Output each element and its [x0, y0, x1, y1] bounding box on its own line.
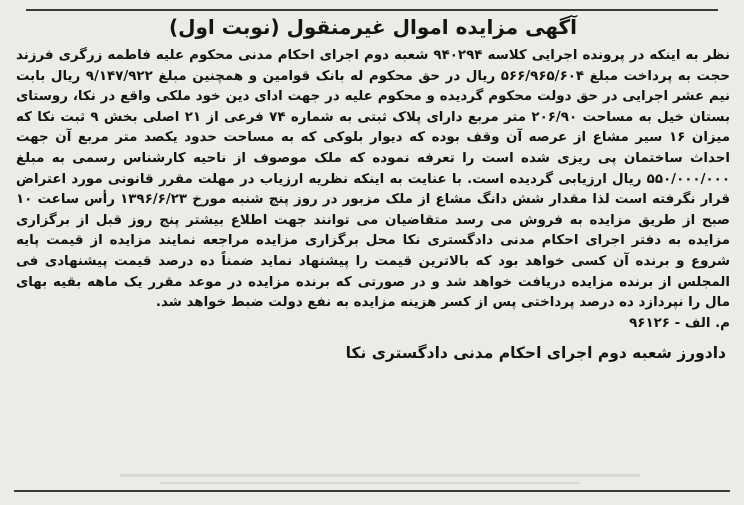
bottom-divider: [14, 490, 730, 492]
top-divider: [26, 9, 718, 11]
auction-notice: [16, 12, 730, 366]
notice-signature: دادورز شعبه دوم اجرای احکام مدنی دادگستری نکا: [345, 343, 726, 362]
notice-reference: م. الف - ۹۶۱۲۶: [629, 315, 730, 331]
bleed-through-texture: [120, 468, 640, 490]
notice-title: آگهی مزایده اموال غیرمنقول (نوبت اول): [168, 15, 578, 39]
notice-body: نظر به اینکه در پرونده اجرایی کلاسه ۹۴۰۲۹۴ شعبه دوم اجرای احکام مدنی محکوم علیه فاطمه زرگری فرزند حجت به پرداخت مبلغ ۵۶۶/۹۶۵/۶۰۴ ریال در حق محکوم له بانک قوامین و همچنین مبلغ ۹/۱۴۷/۹۲۲ ریال بابت نیم عشر اجرایی در حق دولت محکوم گردیده و محکوم علیه در جهت ادای دین خود ملکی واقع در نکا، روستای بستان خیل به مساحت ۲۰۶/۹۰ متر مربع دارای پلاک ثبتی به شماره ۷۴ فرعی از ۲۱ اصلی بخش ۹ ثبت نکا که میزان ۱۶ سیر مشاع از عرصه آن وقف بوده که دیوار بلوکی که به مساحت حدود یکصد متر مربع آن جهت احداث ساختمان پی ریزی شده است را تعرفه نموده که ملک موصوف از ناحیه کارشناس رسمی به مبلغ ۵۵۰/۰۰۰/۰۰۰ ریال ارزیابی گردیده است. با عنایت به اینکه نظریه ارزیاب در مهلت مقرر قانونی مورد اعتراض قرار نگرفته است لذا مقدار شش دانگ مشاع از ملک مزبور در روز پنج شنبه مورخ ۱۳۹۶/۶/۲۳ رأس ساعت ۱۰ صبح از طریق مزایده به فروش می رسد متقاضیان می توانند جهت اطلاع بیشتر پنج روز قبل از برگزاری مزایده به دفتر اجرای احکام مدنی دادگستری نکا محل برگزاری مزایده مراجعه نمایند مزایده از قیمت پایه شروع و برنده آن کسی خواهد بود که بالاترین قیمت را پیشنهاد نماید ضمناً ده درصد قیمت پیشنهادی فی المجلس از برنده مزایده دریافت خواهد شد و در صورتی که برنده مزایده در موعد مقرر یک ماهه بقیه بهای مال را نپردازد ده درصد پرداختی پس از کسر هزینه مزایده به نفع دولت ضبط خواهد شد.: [16, 48, 731, 311]
